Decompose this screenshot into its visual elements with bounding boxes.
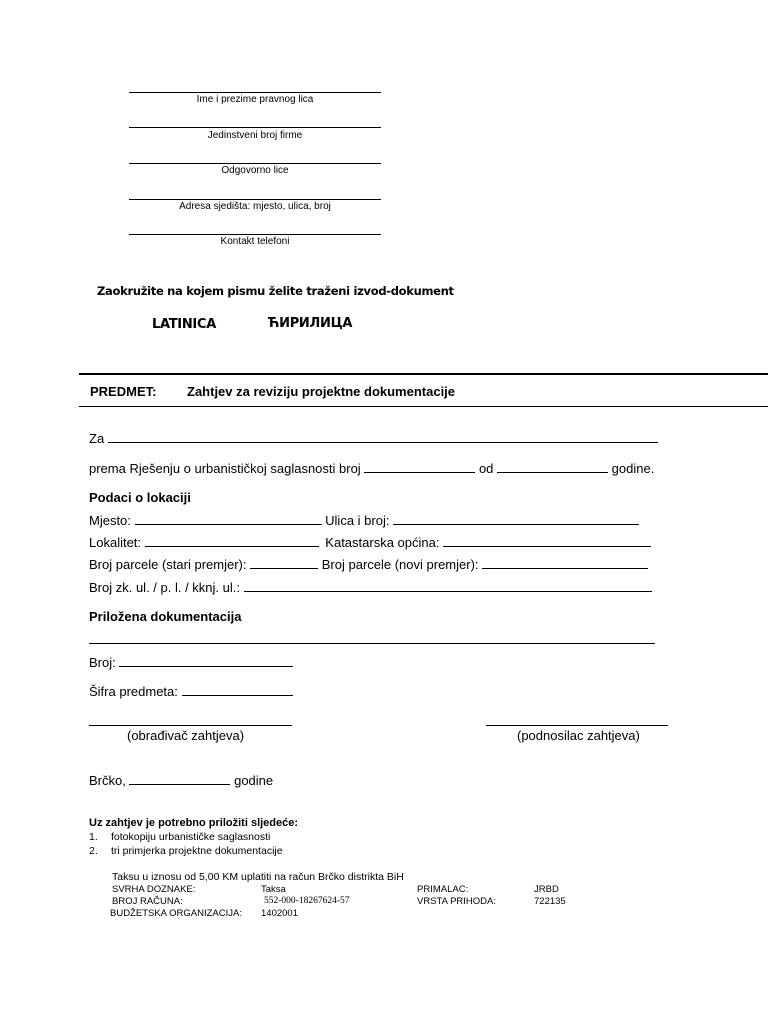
racun-value: 552-000-18267624-57 (264, 896, 350, 906)
option-latinica[interactable]: LATINICA (152, 317, 216, 332)
lokalitet-field[interactable] (145, 534, 319, 547)
list-item-text: tri primjerka projektne dokumentacije (111, 845, 283, 857)
row-parcela (89, 556, 648, 573)
prihod-value: 722135 (534, 896, 566, 907)
zk-ul-field[interactable] (244, 579, 652, 592)
list-item-number: 1. (89, 831, 98, 843)
subject-top-rule (79, 373, 768, 375)
list-item (89, 830, 283, 844)
subject-text: Zahtjev za reviziju projektne dokumentacije (187, 384, 456, 399)
lokalitet-label: Lokalitet: (89, 535, 142, 550)
podnosilac-signature-line[interactable] (486, 725, 668, 726)
field-line-phone[interactable] (129, 234, 381, 235)
field-label-responsible-person: Odgovorno lice (221, 165, 289, 176)
fee-intro: Taksu u iznosu od 5,00 KM uplatiti na račun Brčko distrikta BiH (112, 871, 404, 883)
parcela-novi-field[interactable] (482, 556, 648, 569)
parcela-stari-field[interactable] (250, 556, 318, 569)
docs-field[interactable] (89, 643, 655, 644)
docs-heading: Priložena dokumentacija (89, 609, 242, 624)
broj-field[interactable] (119, 654, 293, 667)
ulica-label: Ulica i broj: (325, 513, 390, 528)
prihod-label: VRSTA PRIHODA: (417, 896, 497, 907)
resenje-number-field[interactable] (364, 460, 475, 473)
row-mjesto (89, 512, 639, 529)
primalac-label: PRIMALAC: (417, 884, 469, 895)
option-cirilica[interactable]: ЋИРИЛИЦА (268, 316, 353, 331)
field-line-company-id[interactable] (129, 127, 381, 128)
budzet-value: 1402001 (261, 908, 298, 919)
row-sifra (89, 683, 293, 700)
row-zk-ul (89, 579, 652, 596)
list-item (89, 844, 283, 858)
subject-bottom-rule (79, 406, 768, 407)
racun-label: BROJ RAČUNA: (112, 896, 183, 907)
katastarska-label: Katastarska općina: (325, 535, 440, 550)
svrha-label: SVRHA DOZNAKE: (112, 884, 196, 895)
field-label-address: Adresa sjedišta: mjesto, ulica, broj (179, 201, 331, 212)
brcko-date-field[interactable] (129, 772, 230, 785)
mjesto-field[interactable] (135, 512, 322, 525)
row-broj (89, 654, 293, 671)
requirements-heading: Uz zahtjev je potrebno priložiti sljedeće: (89, 817, 299, 829)
brcko-godine-label: godine (234, 773, 274, 788)
requirements-list (89, 830, 283, 858)
od-label: od (478, 461, 494, 476)
obradjivac-signature-line[interactable] (89, 725, 292, 726)
mjesto-label: Mjesto: (89, 513, 131, 528)
resenje-date-field[interactable] (497, 460, 608, 473)
parcela-novi-label: Broj parcele (novi premjer): (321, 557, 479, 572)
primalac-value: JRBD (534, 884, 559, 895)
za-label: Za (89, 431, 105, 446)
svrha-value: Taksa (261, 884, 286, 895)
list-item-text: fotokopiju urbanističke saglasnosti (111, 831, 271, 843)
list-item-number: 2. (89, 845, 98, 857)
field-label-company-id: Jedinstveni broj firme (207, 130, 303, 141)
brcko-label: Brčko, (89, 773, 126, 788)
field-line-company-name[interactable] (129, 92, 381, 93)
parcela-stari-label: Broj parcele (stari premjer): (89, 557, 247, 572)
podnosilac-label: (podnosilac zahtjeva) (517, 728, 640, 743)
obradjivac-label: (obrađivač zahtjeva) (127, 728, 245, 743)
broj-label: Broj: (89, 655, 116, 670)
script-instruction: Zaokružite na kojem pismu želite traženi izvod-dokument (97, 284, 454, 298)
field-label-phone: Kontakt telefoni (220, 236, 290, 247)
godine-label: godine. (611, 461, 655, 476)
subject-label: PREDMET: (90, 384, 157, 399)
location-heading: Podaci o lokaciji (89, 490, 191, 505)
zk-ul-label: Broj zk. ul. / p. l. / kknj. ul.: (89, 580, 240, 595)
resenje-label: prema Rješenju o urbanističkoj saglasnosti broj (89, 461, 361, 476)
ulica-field[interactable] (393, 512, 639, 525)
field-line-address[interactable] (129, 199, 381, 200)
za-field[interactable] (108, 430, 658, 443)
katastarska-field[interactable] (443, 534, 651, 547)
field-line-responsible-person[interactable] (129, 163, 381, 164)
row-brcko (89, 772, 273, 789)
field-label-company-name: Ime i prezime pravnog lica (196, 94, 314, 105)
budzet-label: BUDŽETSKA ORGANIZACIJA: (110, 908, 242, 919)
sifra-field[interactable] (182, 683, 293, 696)
row-za (89, 430, 658, 447)
row-resenje (89, 460, 654, 477)
sifra-label: Šifra predmeta: (89, 684, 178, 699)
row-lokalitet (89, 534, 651, 551)
